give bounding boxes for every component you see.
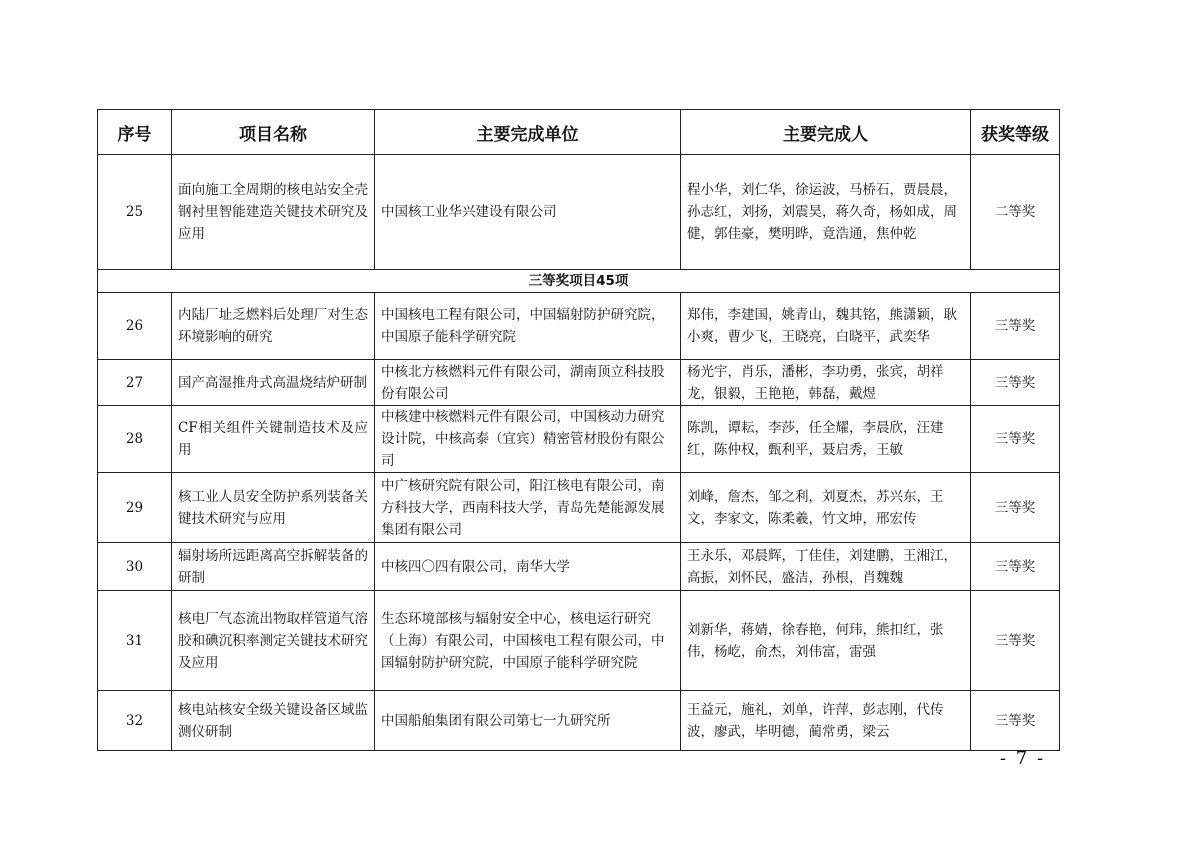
- units-cell: 中国核工业华兴建设有限公司: [375, 155, 681, 270]
- units-cell: 中国核电工程有限公司，中国辐射防护研究院，中国原子能科学研究院: [375, 293, 681, 360]
- project-name-cell: 面向施工全周期的核电站安全壳钢衬里智能建造关键技术研究及应用: [172, 155, 375, 270]
- table-row: [98, 543, 1060, 591]
- people-cell: 王益元，施礼，刘单，许萍，彭志刚，代传波，廖武，毕明德，蔺常勇，梁云: [681, 691, 971, 751]
- project-name-cell: 核电厂气态流出物取样管道气溶胶和碘沉积率测定关键技术研究及应用: [172, 591, 375, 691]
- table-row: [98, 155, 1060, 270]
- units-cell: 中核建中核燃料元件有限公司，中国核动力研究设计院，中核高泰（宜宾）精密管材股份有限公司: [375, 406, 681, 473]
- project-name-cell: 核工业人员安全防护系列装备关键技术研究与应用: [172, 473, 375, 543]
- table-row: [98, 360, 1060, 406]
- people-cell: 程小华，刘仁华，徐运波，马桥石，贾晨晨，孙志红，刘扬，刘震昊，蒋久奇，杨如成，周健，郭佳豪，樊明晔，竟浩通，焦仲乾: [681, 155, 971, 270]
- serial-cell: 32: [98, 691, 172, 751]
- header-main-people: 主要完成人: [681, 110, 971, 155]
- table-row: [98, 473, 1060, 543]
- people-cell: 刘新华，蒋婧，徐春艳，何玮，熊扣红，张伟，杨屹，俞杰，刘伟富，雷强: [681, 591, 971, 691]
- project-name-cell: CF相关组件关键制造技术及应用: [172, 406, 375, 473]
- project-name-cell: 辐射场所远距离高空拆解装备的研制: [172, 543, 375, 591]
- award-level-cell: 三等奖: [971, 591, 1060, 691]
- table-row: [98, 691, 1060, 751]
- header-project-name: 项目名称: [172, 110, 375, 155]
- awards-table: [97, 109, 1060, 751]
- project-name-cell: 核电站核安全级关键设备区域监测仪研制: [172, 691, 375, 751]
- units-cell: 中核北方核燃料元件有限公司，湖南顶立科技股份有限公司: [375, 360, 681, 406]
- serial-cell: 29: [98, 473, 172, 543]
- serial-cell: 31: [98, 591, 172, 691]
- people-cell: 刘峰，詹杰，邹之利，刘夏杰，苏兴东，王文，李家文，陈柔羲，竹文坤，邢宏传: [681, 473, 971, 543]
- serial-cell: 30: [98, 543, 172, 591]
- award-level-cell: 二等奖: [971, 155, 1060, 270]
- serial-cell: 25: [98, 155, 172, 270]
- header-award-level: 获奖等级: [971, 110, 1060, 155]
- award-level-cell: 三等奖: [971, 543, 1060, 591]
- table-row: [98, 406, 1060, 473]
- units-cell: 中广核研究院有限公司，阳江核电有限公司，南方科技大学，西南科技大学，青岛先楚能源发展集团有限公司: [375, 473, 681, 543]
- serial-cell: 26: [98, 293, 172, 360]
- units-cell: 中核四〇四有限公司，南华大学: [375, 543, 681, 591]
- award-level-cell: 三等奖: [971, 691, 1060, 751]
- project-name-cell: 国产高湿推舟式高温烧结炉研制: [172, 360, 375, 406]
- award-level-cell: 三等奖: [971, 293, 1060, 360]
- people-cell: 王永乐，邓晨辉，丁佳佳，刘建鹏，王湘江，高振，刘怀民，盛洁，孙根，肖魏魏: [681, 543, 971, 591]
- award-level-cell: 三等奖: [971, 406, 1060, 473]
- award-level-cell: 三等奖: [971, 360, 1060, 406]
- people-cell: 杨光宇，肖乐，潘彬，李功勇，张宾，胡祥龙，银毅，王艳艳，韩磊，戴煜: [681, 360, 971, 406]
- header-serial: 序号: [98, 110, 172, 155]
- units-cell: 中国船舶集团有限公司第七一九研究所: [375, 691, 681, 751]
- units-cell: 生态环境部核与辐射安全中心，核电运行研究（上海）有限公司，中国核电工程有限公司，中国辐射防护研究院，中国原子能科学研究院: [375, 591, 681, 691]
- people-cell: 陈凯，谭耘，李莎，任全耀，李晨欣，汪建红，陈仲权，甄利平，聂启秀，王敏: [681, 406, 971, 473]
- section-title-third-prize: 三等奖项目45项: [98, 270, 1060, 293]
- serial-cell: 27: [98, 360, 172, 406]
- table-row: [98, 591, 1060, 691]
- page-number: - 7 -: [1000, 748, 1046, 769]
- serial-cell: 28: [98, 406, 172, 473]
- people-cell: 郑伟，李建国，姚青山，魏其铭，熊潇颖，耿小爽，曹少飞，王晓亮，白晓平，武奕华: [681, 293, 971, 360]
- table-row: [98, 293, 1060, 360]
- header-main-units: 主要完成单位: [375, 110, 681, 155]
- award-level-cell: 三等奖: [971, 473, 1060, 543]
- header-row: [98, 110, 1060, 155]
- section-row: [98, 270, 1060, 293]
- project-name-cell: 内陆厂址乏燃料后处理厂对生态环境影响的研究: [172, 293, 375, 360]
